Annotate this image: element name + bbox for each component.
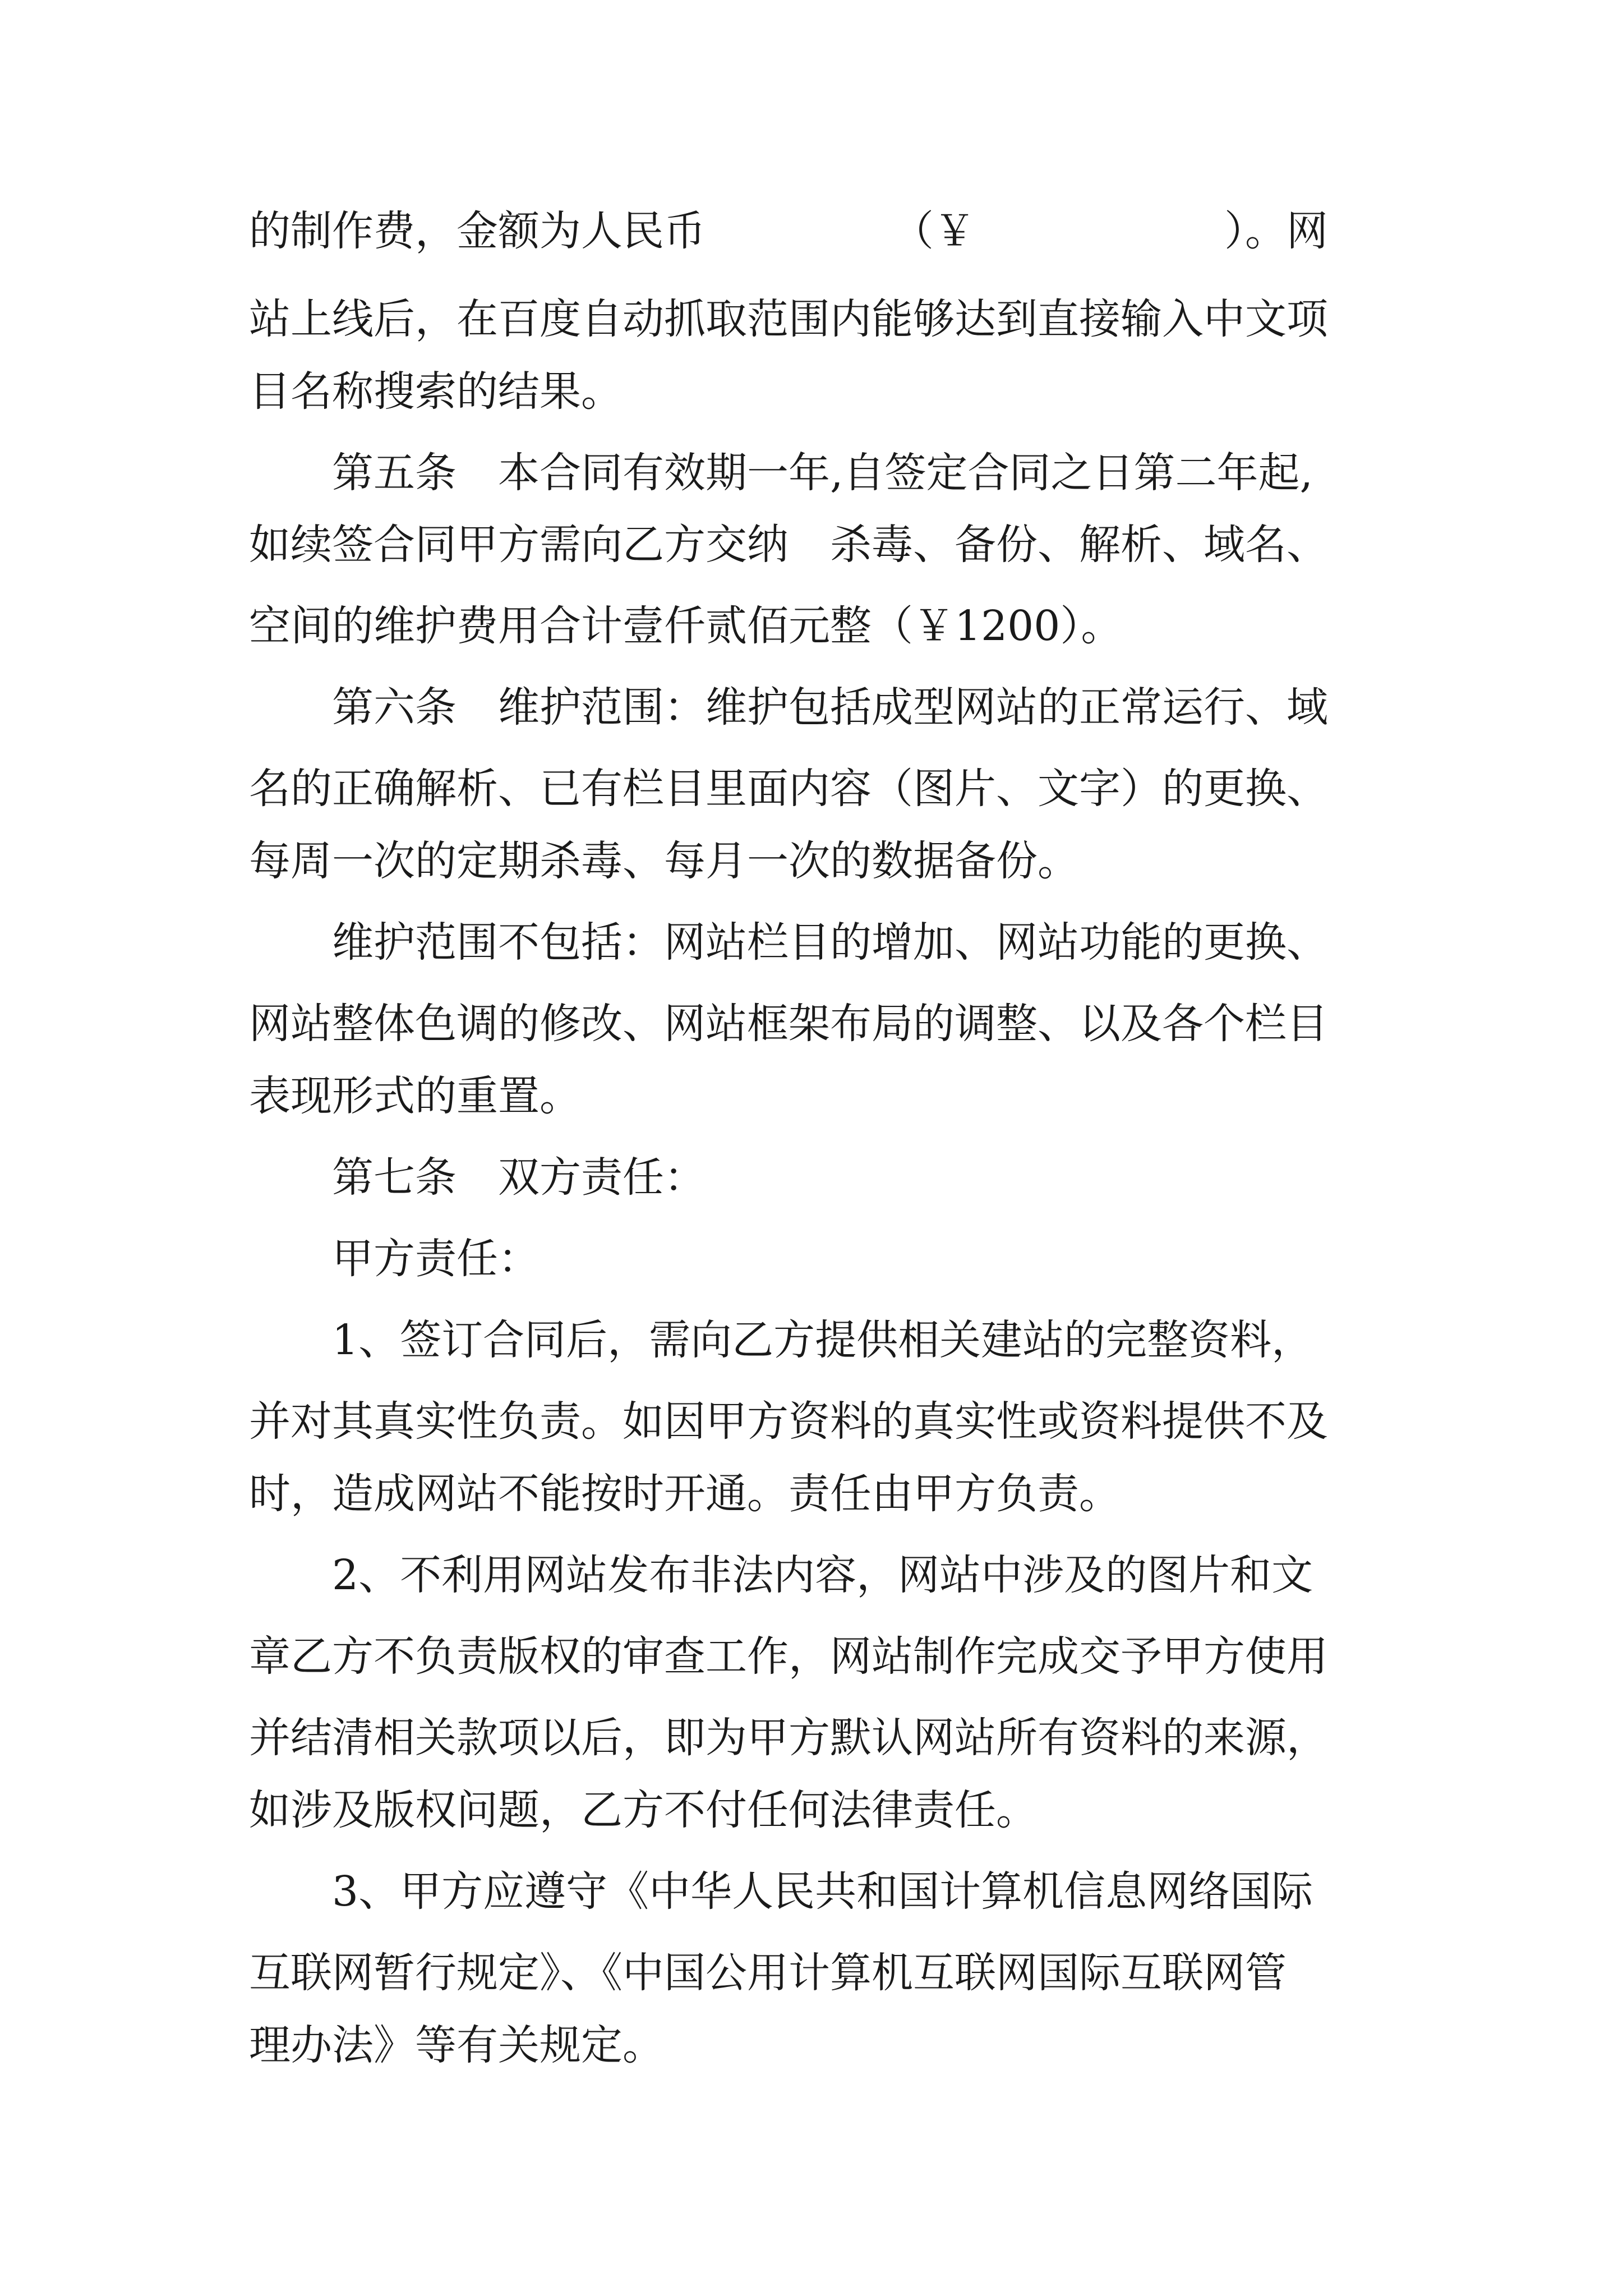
text-line: 如续签合同甲方需向乙方交纳 杀毒、备份、解析、域名、 xyxy=(249,521,1328,569)
text-line: 第七条 双方责任： xyxy=(249,1153,706,1202)
text-line: 站上线后，在百度自动抓取范围内能够达到直接输入中文项 xyxy=(249,295,1328,343)
text-line: 互联网暂行规定》、《中国公用计算机互联网国际互联网管 xyxy=(249,1949,1287,1997)
text-line: 章乙方不负责版权的审查工作，网站制作完成交予甲方使用 xyxy=(249,1632,1328,1681)
text-line: 2、不利用网站发布非法内容，网站中涉及的图片和文 xyxy=(249,1551,1313,1599)
text-line: 目名称搜索的结果。 xyxy=(249,367,623,416)
text-line: 空间的维护费用合计壹仟贰佰元整（￥1200）。 xyxy=(249,602,1123,650)
text-line: 时，造成网站不能按时开通。责任由甲方负责。 xyxy=(249,1470,1121,1518)
text-line: 第五条 本合同有效期一年,自签定合同之日第二年起, xyxy=(249,449,1313,497)
text-line: 并结清相关款项以后，即为甲方默认网站所有资料的来源， xyxy=(249,1714,1328,1762)
text-line: 表现形式的重置。 xyxy=(249,1072,581,1120)
text-line: 3、甲方应遵守《中华人民共和国计算机信息网络国际 xyxy=(249,1867,1313,1916)
text-line: 网站整体色调的修改、网站框架布局的调整、以及各个栏目 xyxy=(249,1000,1328,1048)
text-line: 第六条 维护范围：维护包括成型网站的正常运行、域 xyxy=(249,683,1328,731)
text-line: 1、签订合同后，需向乙方提供相关建站的完整资料， xyxy=(249,1316,1313,1364)
text-line: 甲方责任： xyxy=(249,1235,540,1283)
text-line: 理办法》等有关规定。 xyxy=(249,2021,664,2069)
text-line: 每周一次的定期杀毒、每月一次的数据备份。 xyxy=(249,837,1079,885)
text-line: 的制作费，金额为人民币 （￥ ）。网 xyxy=(249,207,1328,255)
text-line: 名的正确解析、已有栏目里面内容（图片、文字）的更换、 xyxy=(249,765,1328,813)
text-line: 如涉及版权问题，乙方不付任何法律责任。 xyxy=(249,1786,1038,1834)
text-line: 并对其真实性负责。如因甲方资料的真实性或资料提供不及 xyxy=(249,1397,1328,1446)
text-line: 维护范围不包括：网站栏目的增加、网站功能的更换、 xyxy=(249,918,1328,967)
